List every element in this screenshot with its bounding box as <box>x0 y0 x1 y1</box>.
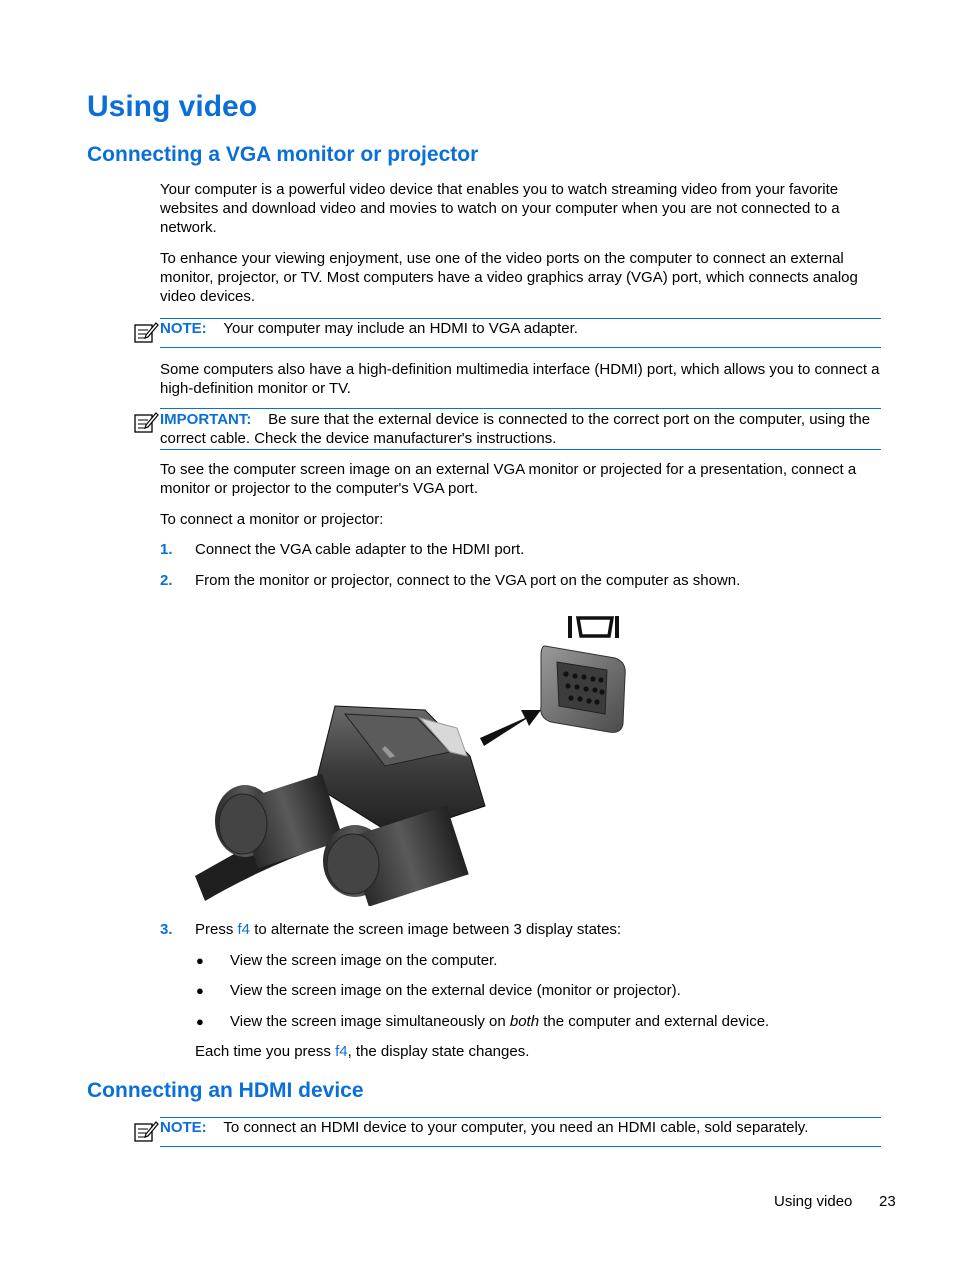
bullet-text-emphasis: both <box>509 1013 540 1030</box>
footer-section-title: Using video <box>774 1193 853 1210</box>
vga-port <box>541 646 626 732</box>
note-label: NOTE: <box>160 1119 207 1136</box>
step-number: 3. <box>160 921 173 938</box>
bullet-text: View the screen image on the computer. <box>230 952 498 969</box>
step-text: Connect the VGA cable adapter to the HDMI port. <box>195 541 525 558</box>
section-heading-vga: Connecting a VGA monitor or projector <box>87 143 479 166</box>
important-text: Be sure that the external device is connected to the correct port on the computer, using the correct cable. Check the device manufacturer's instructions. <box>160 411 871 447</box>
paragraph-intro: Your computer is a powerful video device that enables you to watch streaming video from your favorite websites and download video and movies to watch on your computer when you are not connected to a network. <box>160 181 840 236</box>
important-label: IMPORTANT: <box>160 411 252 428</box>
step-text-post: to alternate the screen image between 3 display states: <box>250 921 622 938</box>
note-icon <box>133 320 159 344</box>
note-rule-bottom <box>160 347 881 348</box>
bullet-icon: ● <box>196 1014 204 1029</box>
bullet-icon: ● <box>196 983 204 998</box>
note-text: Your computer may include an HDMI to VGA adapter. <box>223 320 578 337</box>
each-time-post: , the display state changes. <box>347 1043 530 1060</box>
note-vga-adapter <box>160 319 885 338</box>
f4-key-link[interactable]: f4 <box>335 1043 348 1060</box>
important-rule-top <box>160 408 881 409</box>
f4-key-link[interactable]: f4 <box>237 921 251 938</box>
vga-connector-illustration <box>195 606 635 906</box>
step-text-pre: Press <box>195 921 238 938</box>
each-time-pre: Each time you press <box>195 1043 336 1060</box>
note-rule-bottom <box>160 1146 881 1147</box>
important-icon <box>133 410 159 434</box>
bullet-text <box>230 1012 769 1031</box>
note-hdmi-cable <box>160 1118 885 1137</box>
section-heading-hdmi: Connecting an HDMI device <box>87 1079 364 1102</box>
page-title: Using video <box>87 90 258 123</box>
paragraph-see-screen: To see the computer screen image on an external VGA monitor or projected for a presentation, connect a monitor or projector to the computer's VGA port. <box>160 461 857 497</box>
step-text: From the monitor or projector, connect to the VGA port on the computer as shown. <box>195 572 741 589</box>
note-text: To connect an HDMI device to your computer, you need an HDMI cable, sold separately. <box>223 1119 809 1136</box>
paragraph-each-time <box>195 1042 529 1061</box>
paragraph-enhance: To enhance your viewing enjoyment, use one of the video ports on the computer to connect an external monitor, projector, or TV. Most computers have a video graphics array (VGA) port, which connects analog video devices. <box>160 250 858 305</box>
note-icon <box>133 1119 159 1143</box>
arrow-icon <box>480 710 541 746</box>
bullet-text-pre: View the screen image simultaneously on <box>230 1013 510 1030</box>
important-note <box>160 410 885 448</box>
bullet-text: View the screen image on the external device (monitor or projector). <box>230 982 681 999</box>
step-number: 1. <box>160 541 173 558</box>
note-label: NOTE: <box>160 320 207 337</box>
vga-port-icon <box>568 616 619 638</box>
bullet-icon: ● <box>196 953 204 968</box>
step-number: 2. <box>160 572 173 589</box>
important-rule-bottom <box>160 449 881 450</box>
paragraph-to-connect: To connect a monitor or projector: <box>160 511 384 528</box>
paragraph-hdmi: Some computers also have a high-definition multimedia interface (HDMI) port, which allows you to connect a high-definition monitor or TV. <box>160 361 880 397</box>
step-text <box>195 920 621 939</box>
footer-page-number: 23 <box>879 1193 896 1210</box>
bullet-text-post: the computer and external device. <box>539 1013 770 1030</box>
